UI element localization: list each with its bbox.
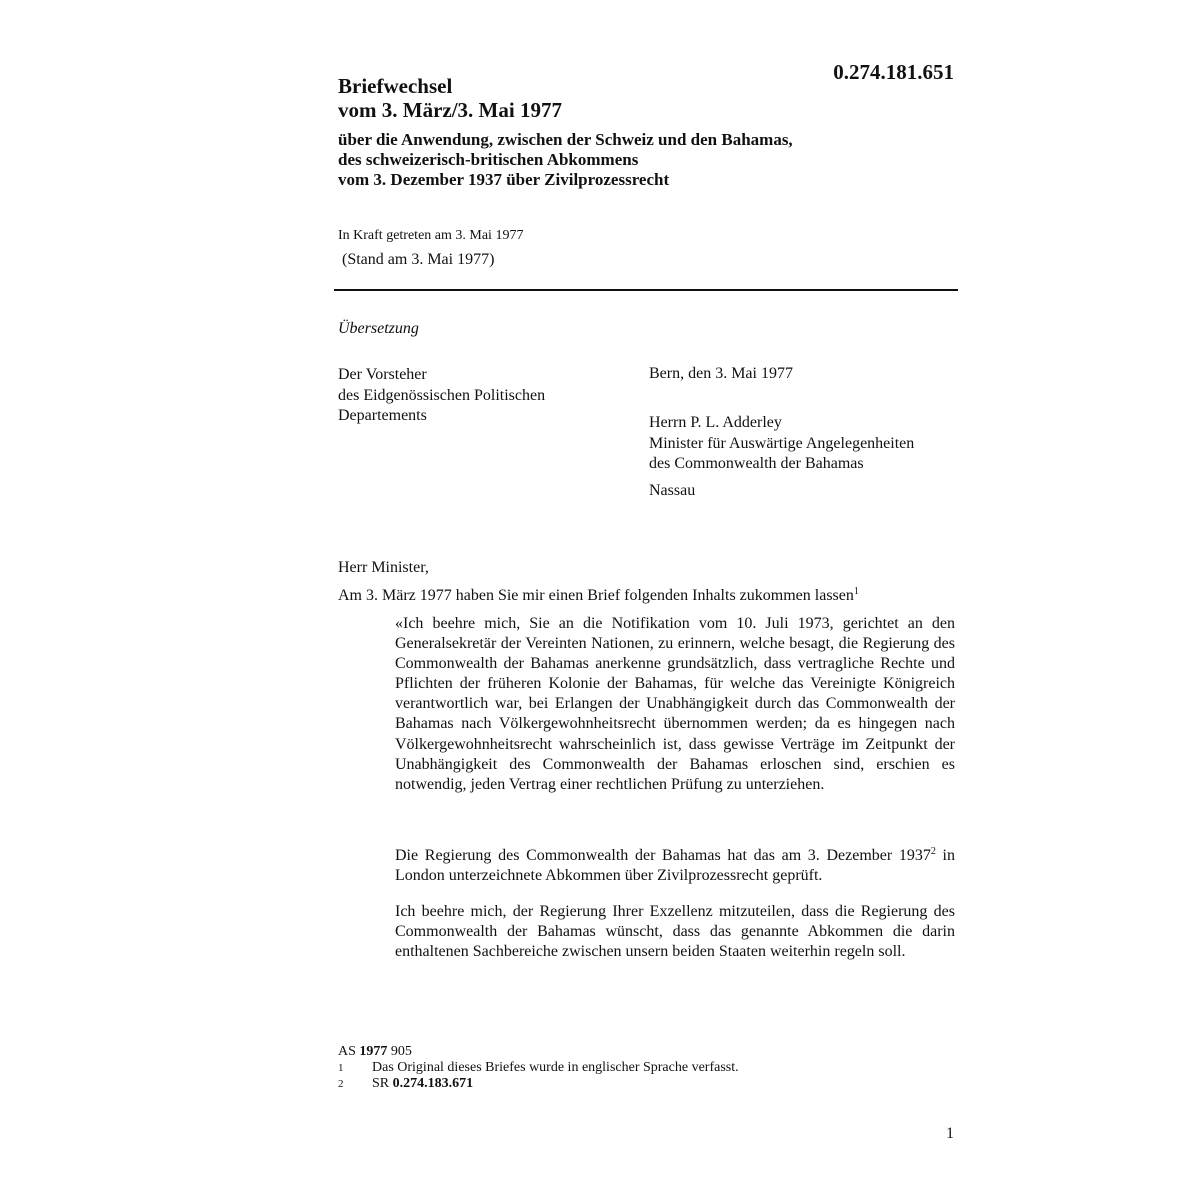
footnote-1-number: 1: [338, 1062, 344, 1074]
recipient-title-line-2: des Commonwealth der Bahamas: [649, 455, 864, 472]
document-title: [338, 74, 958, 122]
in-force-date: In Kraft getreten am 3. Mai 1977: [338, 228, 524, 243]
salutation: Herr Minister,: [338, 559, 429, 576]
subtitle-line-3: vom 3. Dezember 1937 über Zivilprozessrecht: [338, 170, 670, 189]
recipient-city: Nassau: [649, 482, 696, 499]
intro-text: Am 3. März 1977 haben Sie mir einen Brief folgenden Inhalts zukommen lassen: [338, 587, 854, 604]
document-subtitle: [338, 130, 958, 190]
footnotes: [338, 1044, 739, 1092]
intro-paragraph: [338, 587, 859, 605]
translation-label: Übersetzung: [338, 320, 419, 337]
place-date: Bern, den 3. Mai 1977: [649, 365, 793, 382]
recipient-title-line-1: Minister für Auswärtige Angelegenheiten: [649, 434, 915, 452]
as-year: 1977: [359, 1044, 388, 1059]
as-prefix: AS: [338, 1044, 360, 1059]
sr-number: 0.274.181.651: [833, 60, 954, 84]
footnote-2-ref[interactable]: 0.274.183.671: [392, 1076, 474, 1091]
stand-date: (Stand am 3. Mai 1977): [342, 251, 495, 268]
title-line-1: Briefwechsel: [338, 74, 453, 98]
footnote-2-text: [372, 1076, 473, 1092]
footnote-2: [338, 1076, 739, 1092]
quoted-paragraph-2-text-a: Die Regierung des Commonwealth der Bahamas hat das am 3. Dezember 1937: [395, 847, 931, 864]
footnote-1-text: Das Original dieses Briefes wurde in englischer Sprache verfasst.: [372, 1060, 739, 1075]
subtitle-line-1: über die Anwendung, zwischen der Schweiz und den Bahamas,: [338, 130, 793, 149]
recipient-name: Herrn P. L. Adderley: [649, 414, 782, 431]
title-block: [338, 74, 958, 190]
quoted-paragraph-3: Ich beehre mich, der Regierung Ihrer Exzellenz mitzuteilen, dass die Regierung des Commonwealth der Bahamas wünscht, dass das genannte Abkommen die darin enthaltenen Sachbereiche zwischen unsern beiden Staaten weiterhin regeln soll.: [395, 903, 955, 961]
quoted-paragraph-2: [395, 846, 955, 886]
recipient-block: [649, 413, 914, 475]
official-collection-ref: [338, 1044, 739, 1060]
subtitle-line-2: des schweizerisch-britischen Abkommens: [338, 150, 639, 169]
page-number: 1: [946, 1125, 954, 1142]
title-line-2: vom 3. März/3. Mai 1977: [338, 98, 562, 122]
footnote-2-prefix: SR: [372, 1076, 393, 1091]
footnote-ref-1[interactable]: 1: [853, 586, 859, 597]
sender-line-1: Der Vorsteher: [338, 366, 427, 383]
footnote-1: [338, 1060, 739, 1076]
quoted-paragraph-2-text-b: in London unterzeichnete Abkommen über Zivilprozessrecht geprüft.: [395, 847, 955, 885]
sender-line-2: des Eidgenössischen Politischen: [338, 386, 546, 404]
sender-block: [338, 365, 545, 427]
quoted-paragraph-1: «Ich beehre mich, Sie an die Notifikation vom 10. Juli 1973, gerichtet an den Generalsekretär der Vereinten Nationen, zu erinnern, welche besagt, die Regierung des Commonwealth der Bahamas anerkenne grundsätzlich, dass vertragliche Rechte und Pflichten der früheren Kolonie der Bahamas, für welche das Vereinigte Königreich verantwortlich war, bei Erlangen der Unabhängigkeit durch das Commonwealth der Bahamas nach Völkergewohnheitsrecht übernommen werden; da es hingegen nach Völkergewohnheitsrecht wahrscheinlich ist, dass gewisse Verträge im Zeitpunkt der Unabhängigkeit des Commonwealth der Bahamas erloschen sind, erschien es notwendig, jeden Vertrag einer rechtlichen Prüfung zu unterziehen.: [395, 615, 955, 793]
sender-line-3: Departements: [338, 407, 427, 424]
header-divider: [334, 289, 958, 291]
footnote-2-number: 2: [338, 1078, 344, 1090]
footnote-ref-2[interactable]: 2: [930, 846, 936, 857]
as-page: 905: [387, 1044, 412, 1059]
